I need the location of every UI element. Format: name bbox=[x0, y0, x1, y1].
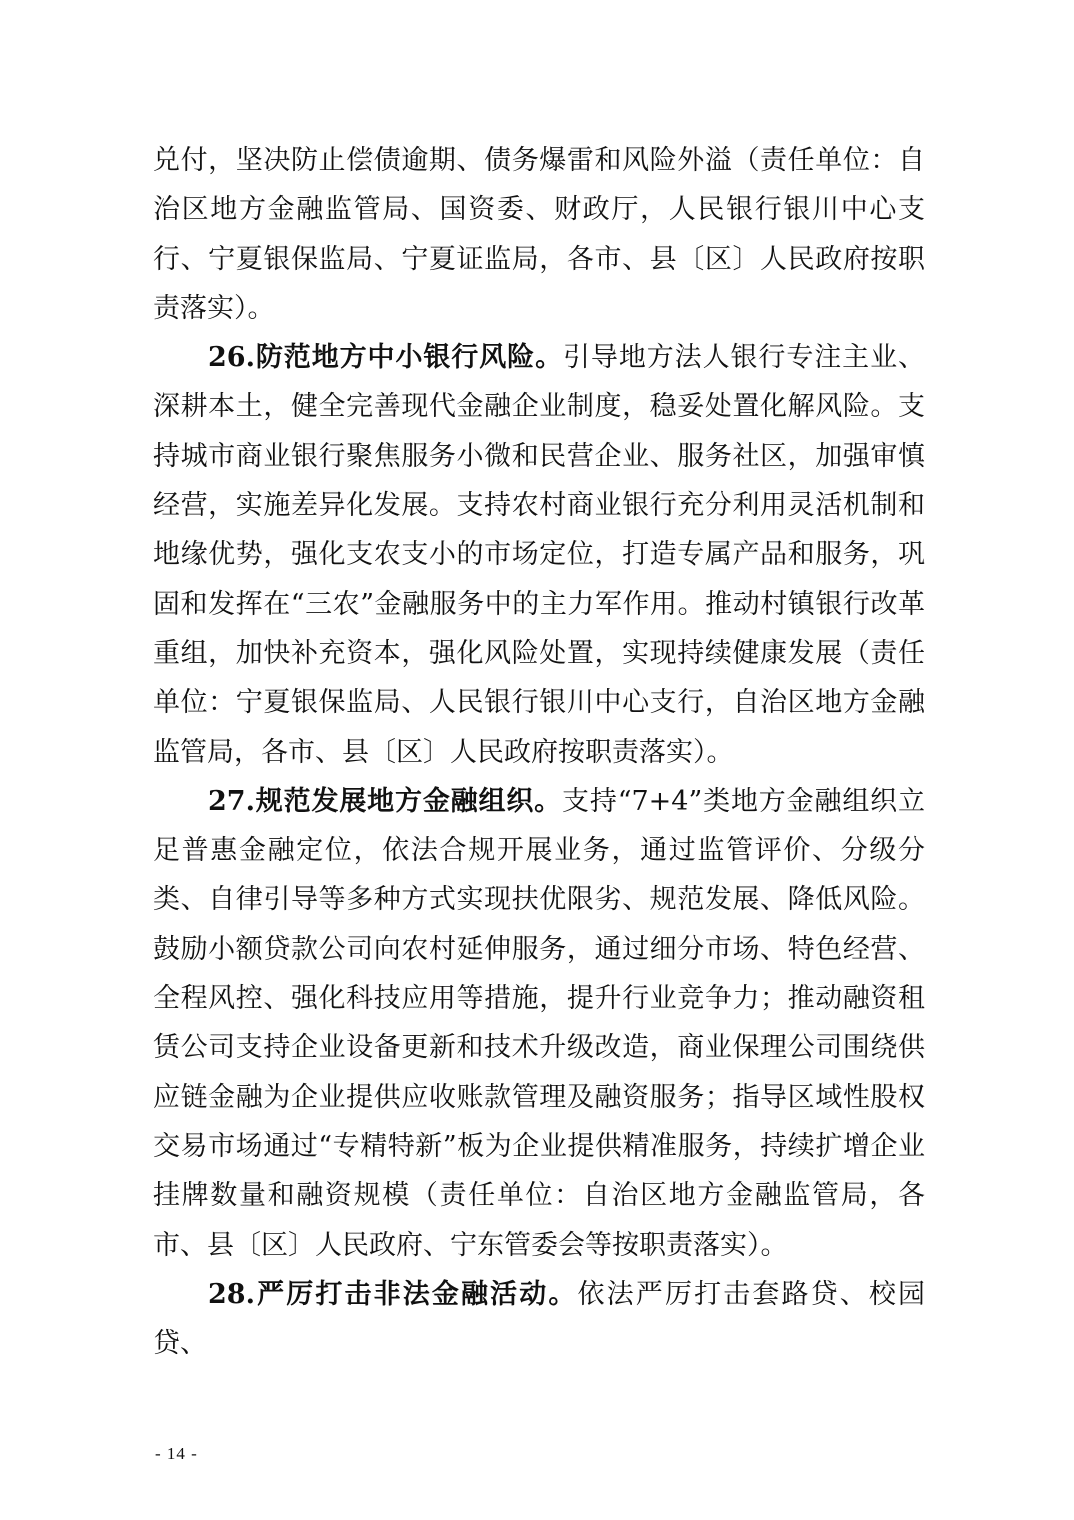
paragraph-item-26 bbox=[153, 333, 925, 777]
paragraph-body: 支持“7+4”类地方金融组织立足普惠金融定位，依法合规开展业务，通过监管评价、分级分类、自律引导等多种方式实现扶优限劣、规范发展、降低风险。鼓励小额贷款公司向农村延伸服务，通过细分市场、特色经营、全程风控、强化科技应用等措施，提升行业竞争力；推动融资租赁公司支持企业设备更新和技术升级改造，商业保理公司围绕供应链金融为企业提供应收账款管理及融资服务；指导区域性股权交易市场通过“专精特新”板为企业提供精准服务，持续扩增企业挂牌数量和融资规模（责任单位：自治区地方金融监管局，各市、县〔区〕人民政府、宁东管委会等按职责落实）。 bbox=[153, 785, 925, 1261]
paragraph-heading: 28.严厉打击非法金融活动。 bbox=[208, 1278, 578, 1310]
document-body bbox=[153, 136, 925, 1368]
paragraph-body: 依法严厉打击套路贷、校园贷、 bbox=[153, 1278, 925, 1360]
page-number: - 14 - bbox=[155, 1444, 198, 1463]
paragraph-continuation bbox=[153, 136, 925, 333]
paragraph-item-27 bbox=[153, 777, 925, 1270]
paragraph-heading: 27.规范发展地方金融组织。 bbox=[208, 785, 563, 817]
paragraph-heading: 26.防范地方中小银行风险。 bbox=[208, 342, 563, 374]
paragraph-body: 引导地方法人银行专注主业、深耕本土，健全完善现代金融企业制度，稳妥处置化解风险。支持城市商业银行聚焦服务小微和民营企业、服务社区，加强审慎经营，实施差异化发展。支持农村商业银行充分利用灵活机制和地缘优势，强化支农支小的市场定位，打造专属产品和服务，巩固和发挥在“三农”金融服务中的主力军作用。推动村镇银行改革重组，加快补充资本，强化风险处置，实现持续健康发展（责任单位：宁夏银保监局、人民银行银川中心支行，自治区地方金融监管局，各市、县〔区〕人民政府按职责落实）。 bbox=[153, 342, 925, 768]
paragraph-item-28 bbox=[153, 1270, 925, 1369]
paragraph-body: 兑付，坚决防止偿债逾期、债务爆雷和风险外溢（责任单位：自治区地方金融监管局、国资委、财政厅，人民银行银川中心支行、宁夏银保监局、宁夏证监局，各市、县〔区〕人民政府按职责落实）。 bbox=[153, 145, 925, 324]
